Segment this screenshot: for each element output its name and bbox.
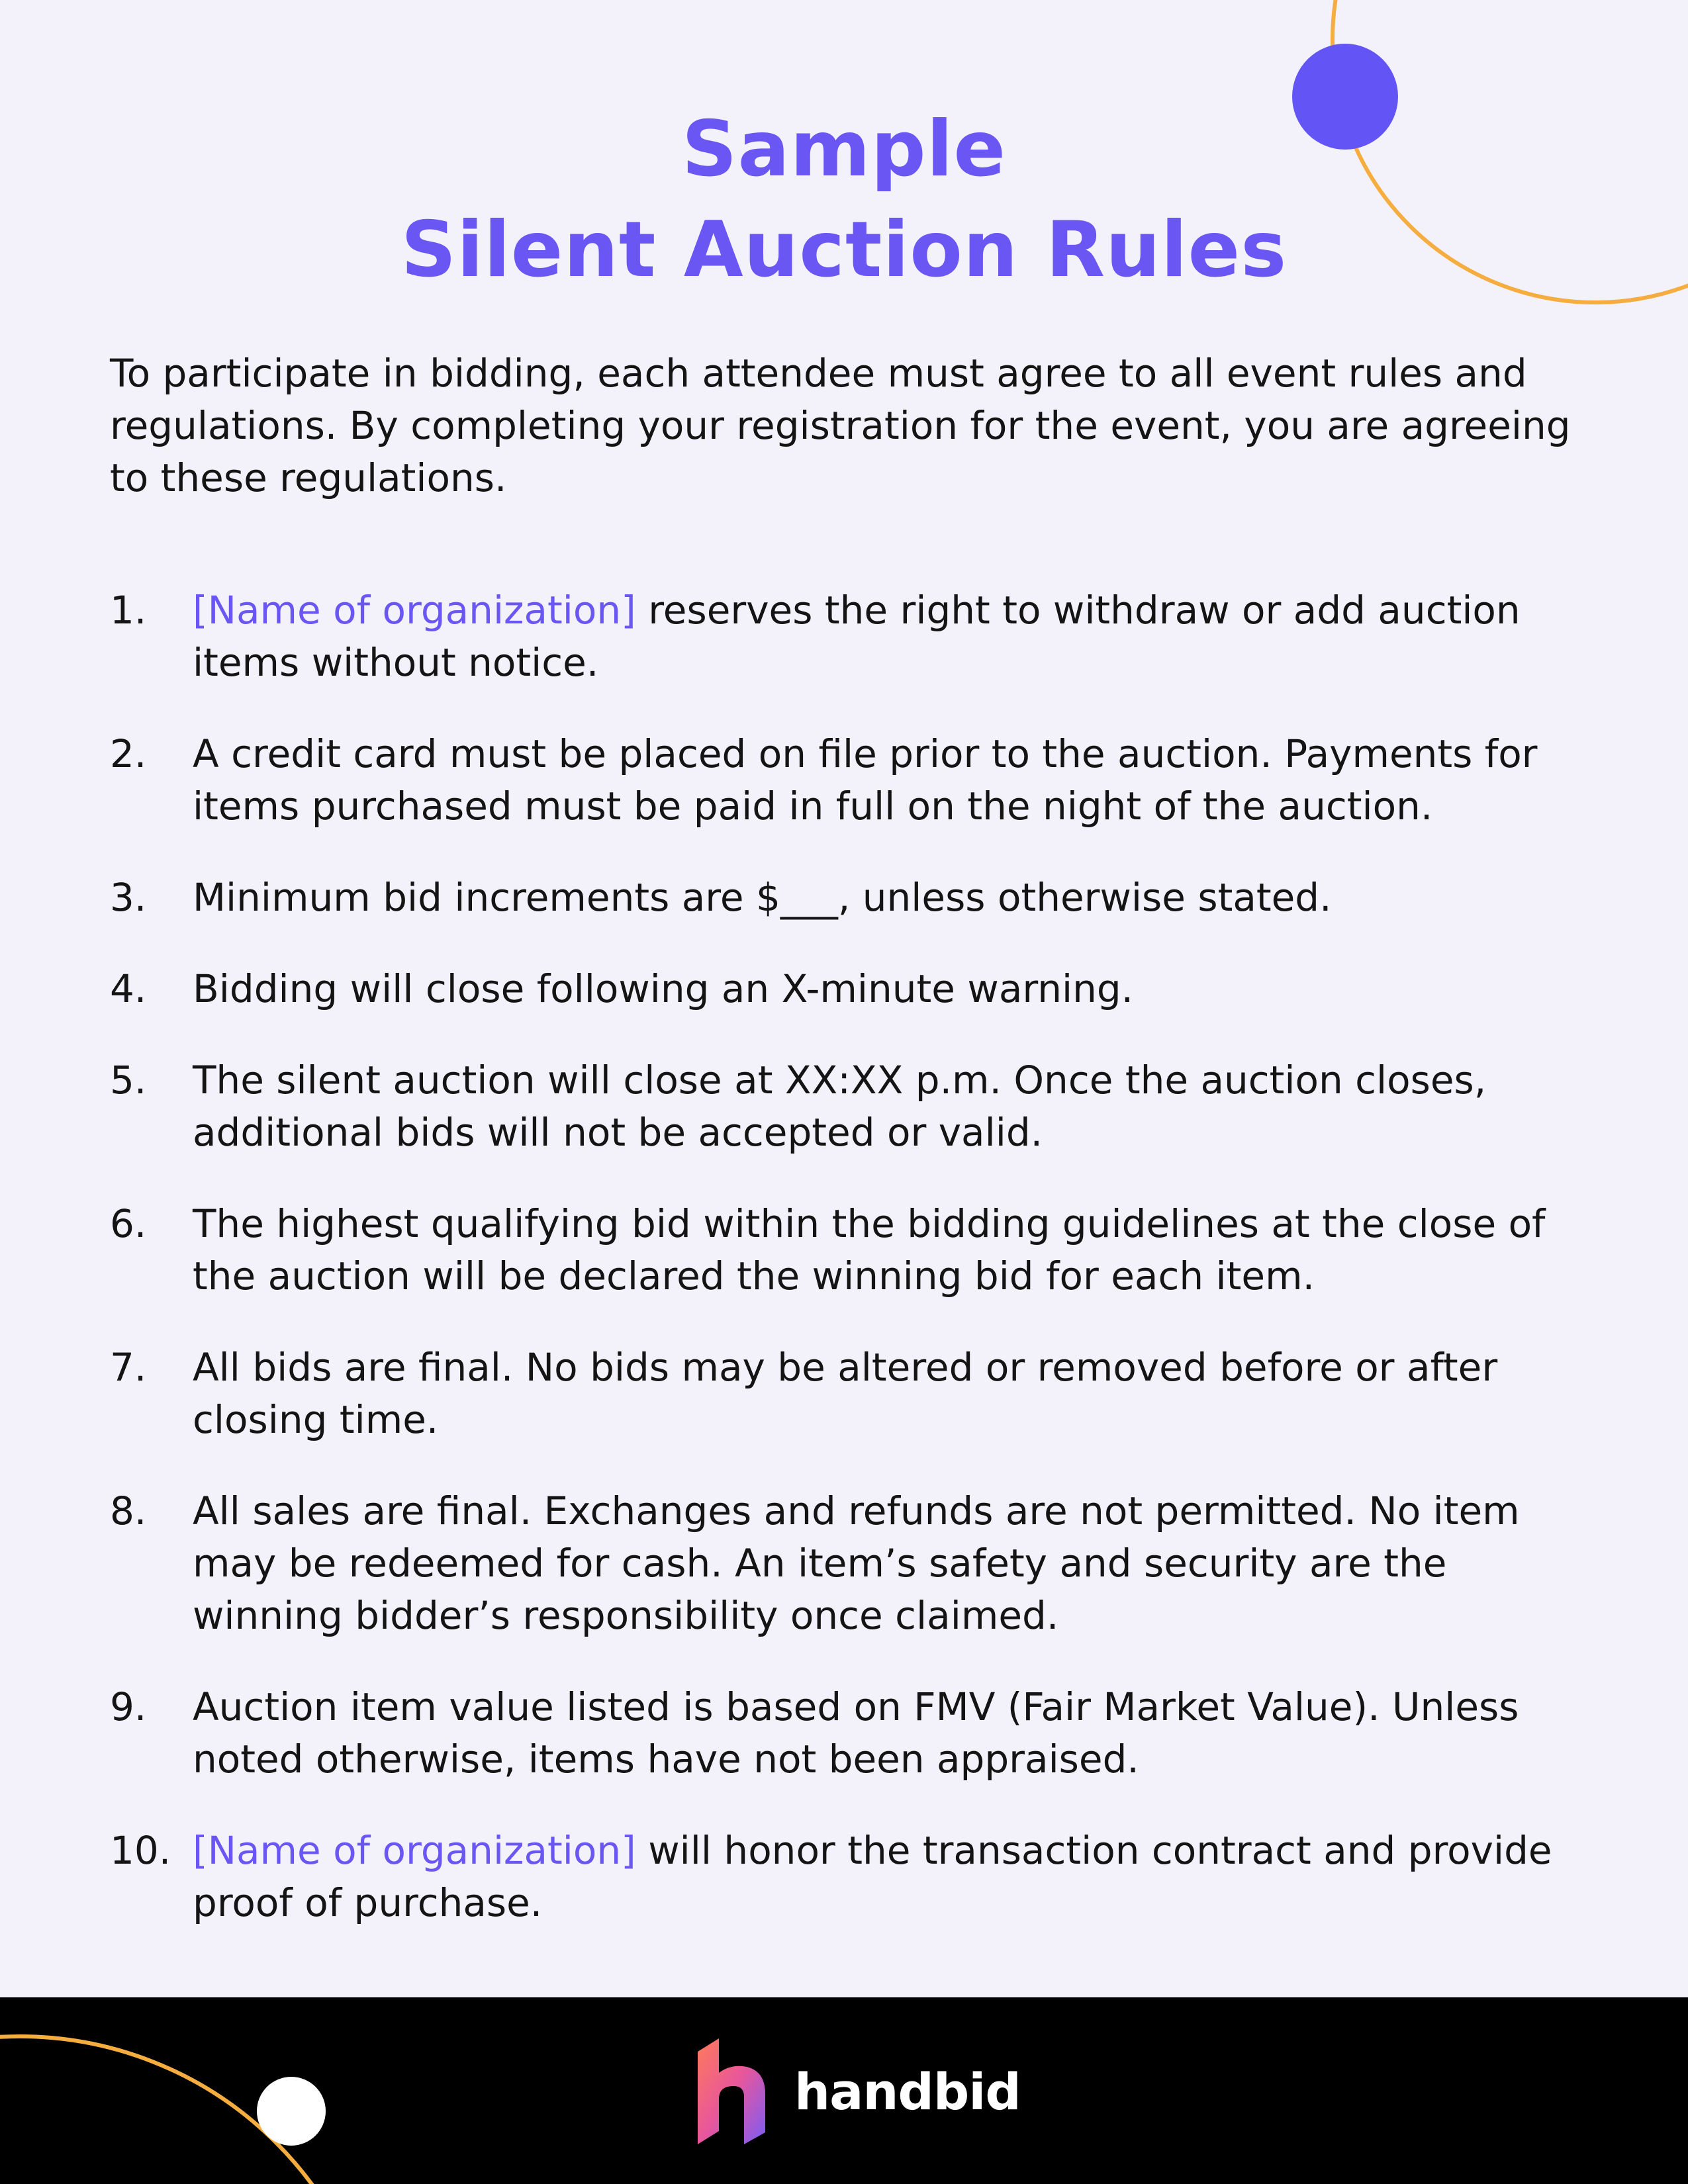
rule-number: 8. (110, 1488, 147, 1533)
rule-text: A credit card must be placed on file prior to the auction. Payments for items purchased must be paid in full on the night of the auction. (193, 731, 1538, 829)
footer-bar (0, 1997, 1688, 2184)
intro-paragraph: To participate in bidding, each attendee must agree to all event rules and regulations. By completing your registration for the event, you are agreeing to these regulations. (110, 351, 1571, 500)
title-line-1: Sample (681, 105, 1007, 194)
organization-placeholder: [Name of organization] (193, 588, 636, 633)
rule-text: All bids are final. No bids may be altered or removed before or after closing time. (193, 1345, 1498, 1442)
rule-number: 10. (110, 1828, 171, 1873)
rule-number: 7. (110, 1345, 147, 1390)
rule-item-4 (110, 963, 1593, 1015)
rule-text: All sales are final. Exchanges and refunds are not permitted. No item may be redeemed for cash. An item’s safety and security are the winning bidder’s responsibility once claimed. (193, 1488, 1520, 1638)
rule-number: 9. (110, 1684, 147, 1729)
rule-item-1 (110, 584, 1593, 689)
rule-number: 5. (110, 1058, 147, 1103)
rule-number: 4. (110, 966, 147, 1011)
organization-placeholder: [Name of organization] (193, 1828, 636, 1873)
brand-name: handbid (794, 2062, 1021, 2121)
rule-item-10 (110, 1825, 1593, 1929)
rule-item-8 (110, 1485, 1593, 1642)
rule-item-2 (110, 728, 1593, 833)
rule-item-6 (110, 1198, 1593, 1302)
rule-item-7 (110, 1342, 1593, 1446)
rule-text: The highest qualifying bid within the bidding guidelines at the close of the auction will be declared the winning bid for each item. (193, 1201, 1546, 1298)
rule-item-3 (110, 872, 1593, 924)
rule-item-5 (110, 1054, 1593, 1159)
handbid-h-logo-icon (695, 2038, 768, 2144)
rule-text: Bidding will close following an X-minute warning. (193, 966, 1134, 1011)
rule-text: Auction item value listed is based on FMV (Fair Market Value). Unless noted otherwise, items have not been appraised. (193, 1684, 1519, 1782)
rule-number: 3. (110, 875, 147, 920)
decorative-orange-ring-bottom (0, 2034, 384, 2184)
handbid-logo (695, 2038, 1021, 2144)
rule-number: 6. (110, 1201, 147, 1246)
decorative-white-dot (257, 2077, 326, 2146)
rule-text: The silent auction will close at XX:XX p.m. Once the auction closes, additional bids will not be accepted or valid. (193, 1058, 1487, 1155)
rule-text: reserves the right to withdraw or add auction items without notice. (193, 588, 1521, 685)
rule-text: will honor the transaction contract and provide proof of purchase. (193, 1828, 1552, 1925)
rule-number: 1. (110, 588, 147, 633)
title-line-2: Silent Auction Rules (400, 205, 1288, 295)
rules-list (110, 584, 1593, 1968)
rule-text: Minimum bid increments are $___, unless otherwise stated. (193, 875, 1332, 920)
page-title (0, 99, 1688, 300)
rule-number: 2. (110, 731, 147, 776)
rule-item-9 (110, 1681, 1593, 1786)
